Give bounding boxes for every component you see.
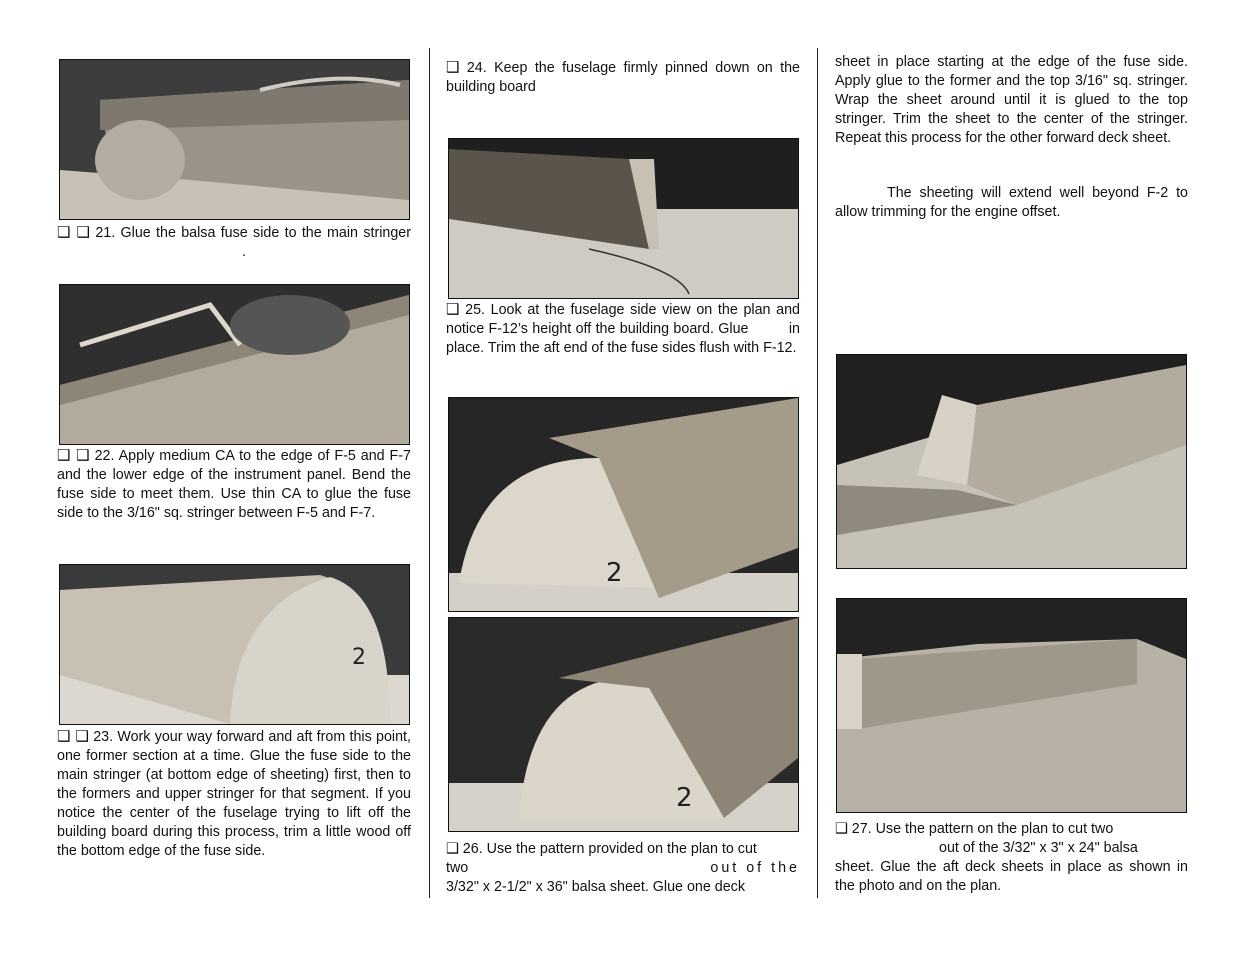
former-number-label: 2 — [676, 783, 693, 813]
sheeting-note-text: The sheeting will extend well beyond F-2 to allow trimming for the engine offset. — [835, 185, 1188, 220]
photo-step-22 — [59, 284, 410, 445]
former-number-label: 2 — [606, 558, 623, 588]
step-25-text: ❑ 25. Look at the fuselage side view on the plan and notice F-12’s height off the building board. Glue in place. Trim the aft end of the fuse sides flush with F-12. — [446, 300, 800, 356]
column-rule-2 — [817, 48, 818, 898]
photo-step-23 — [59, 564, 410, 725]
step-26-continued-text: sheet in place starting at the edge of the fuse side. Apply glue to the former and the top 3/16" sq. stringer. Wrap the sheet around until it is glued to the top stringer. Trim the sheet to the center of the stringer. Repeat this process for the other forward deck sheet. — [835, 54, 1188, 146]
checkbox-icon[interactable]: ❑ — [446, 841, 459, 857]
photo-step-26a — [448, 397, 799, 612]
photo-step-26b — [448, 617, 799, 832]
photo-step-21 — [59, 59, 410, 220]
checkbox-icon[interactable]: ❑ — [835, 821, 848, 837]
former-number-label: 2 — [352, 645, 366, 670]
step-22-text: ❑ ❑ 22. Apply medium CA to the edge of F-5 and F-7 and the lower edge of the instrument panel. Bend the fuse side to meet them. Use thin CA to glue the fuse side to the 3/16" sq. stringer between F-5 and F-7. — [57, 446, 412, 521]
checkbox-icon[interactable]: ❑ — [446, 300, 460, 318]
photo-step-25 — [448, 138, 799, 299]
checkbox-icon[interactable]: ❑ ❑ — [57, 727, 89, 745]
checkbox-icon[interactable]: ❑ ❑ — [57, 446, 90, 464]
photo-step-27b — [836, 598, 1187, 813]
photo-step-27a — [836, 354, 1187, 569]
step-21-text: ❑ ❑ 21. Glue the balsa fuse side to the main stringer . — [57, 223, 411, 260]
step-27-text: ❑ 27. Use the pattern on the plan to cut two out of the 3/32" x 3" x 24" balsa sheet. Glue the aft deck sheets in place as shown in the photo and on the plan. — [835, 821, 1188, 894]
step-24-text: ❑ 24. Keep the fuselage firmly pinned down on the building board — [446, 58, 800, 95]
column-rule-1 — [429, 48, 430, 898]
checkbox-icon[interactable]: ❑ ❑ — [57, 223, 91, 241]
step-26-text: ❑ 26. Use the pattern provided on the plan to cut two out of the 3/32" x 2-1/2" x 36" balsa sheet. Glue one deck — [446, 841, 800, 895]
checkbox-icon[interactable]: ❑ — [446, 58, 460, 76]
step-23-text: ❑ ❑ 23. Work your way forward and aft from this point, one former section at a time. Glue the fuse side to the main stringer (at bottom edge of sheeting) first, then to the formers and upper stringer for that segment. If you notice the center of the fuselage trying to lift off the building board during this process, trim a little wood off the bottom edge of the fuse side. — [57, 727, 411, 859]
